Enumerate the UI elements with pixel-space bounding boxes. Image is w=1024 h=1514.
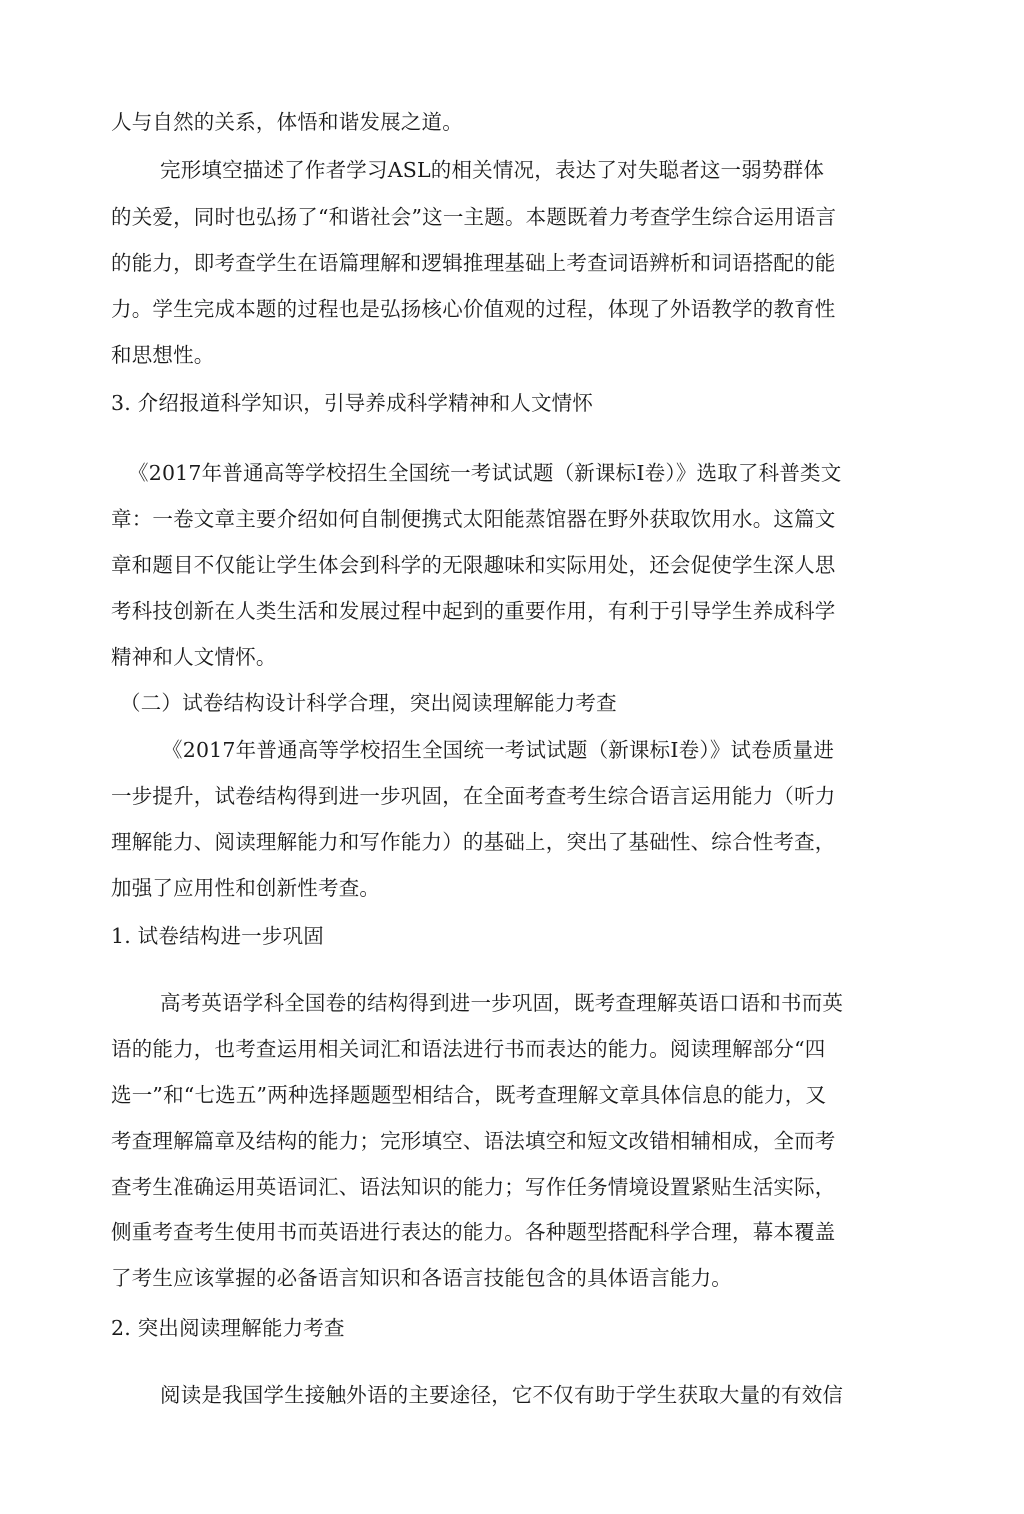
paragraph-line: 高考英语学科全国卷的结构得到进一步巩固，既考查理解英语口语和书而英	[160, 991, 844, 1015]
paragraph-line: 人与自然的关系，体悟和谐发展之道。	[111, 110, 463, 134]
paragraph-line: 完形填空描述了作者学习ASL的相关情况，表达了对失聪者这一弱势群体	[160, 158, 825, 182]
paragraph-line: 选一”和“七选五”两种选择题题型相结合，既考查理解文章具体信息的能力，又	[111, 1083, 827, 1107]
paragraph-line: 理解能力、阅读理解能力和写作能力）的基础上，突出了基础性、综合性考查，	[111, 830, 836, 854]
paragraph-line: 语的能力，也考查运用相关词汇和语法进行书而表达的能力。阅读理解部分“四	[111, 1037, 826, 1061]
paragraph-line: 和思想性。	[111, 343, 215, 367]
paragraph-line: 一步提升，试卷结构得到进一步巩固，在全面考查考生综合语言运用能力（听力	[111, 784, 836, 808]
paragraph-line: 了考生应该掌握的必备语言知识和各语言技能包含的具体语言能力。	[111, 1266, 732, 1290]
paragraph-line: 侧重考查考生使用书而英语进行表达的能力。各种题型搭配科学合理，幕本覆盖	[111, 1220, 836, 1244]
paragraph-line: 阅读是我国学生接触外语的主要途径，它不仅有助于学生获取大量的有效信	[160, 1383, 844, 1407]
paragraph-line: 章：一卷文章主要介绍如何自制便携式太阳能蒸馆器在野外获取饮用水。这篇文	[111, 507, 836, 531]
subsection-heading: 2. 突出阅读理解能力考查	[111, 1316, 345, 1340]
paragraph-line: 的关爱，同时也弘扬了“和谐社会”这一主题。本题既着力考查学生综合运用语言	[111, 205, 837, 229]
paragraph-line: 考查理解篇章及结构的能力；完形填空、语法填空和短文改错相辅相成，全而考	[111, 1129, 836, 1153]
paragraph-line: 考科技创新在人类生活和发展过程中起到的重要作用，有利于引导学生养成科学	[111, 599, 836, 623]
paragraph-line: 《2017年普通高等学校招生全国统一考试试题（新课标I卷）》试卷质量进	[162, 738, 835, 762]
subsection-heading: 1. 试卷结构进一步巩固	[111, 924, 324, 948]
paragraph-line: 查考生准确运用英语词汇、语法知识的能力；写作任务情境设置紧贴生活实际，	[111, 1175, 836, 1199]
section-heading: 3. 介绍报道科学知识，引导养成科学精神和人文情怀	[111, 391, 594, 415]
paragraph-line: 章和题目不仅能让学生体会到科学的无限趣味和实际用处，还会促使学生深人思	[111, 553, 836, 577]
section-heading: （二）试卷结构设计科学合理，突出阅读理解能力考查	[120, 691, 617, 715]
paragraph-line: 精神和人文情怀。	[111, 645, 277, 669]
paragraph-line: 加强了应用性和创新性考查。	[111, 876, 381, 900]
paragraph-line: 的能力，即考查学生在语篇理解和逻辑推理基础上考查词语辨析和词语搭配的能	[111, 251, 836, 275]
paragraph-line: 力。学生完成本题的过程也是弘扬核心价值观的过程，体现了外语教学的教育性	[111, 297, 836, 321]
paragraph-line: 《2017年普通高等学校招生全国统一考试试题（新课标I卷）》选取了科普类文	[128, 461, 842, 485]
